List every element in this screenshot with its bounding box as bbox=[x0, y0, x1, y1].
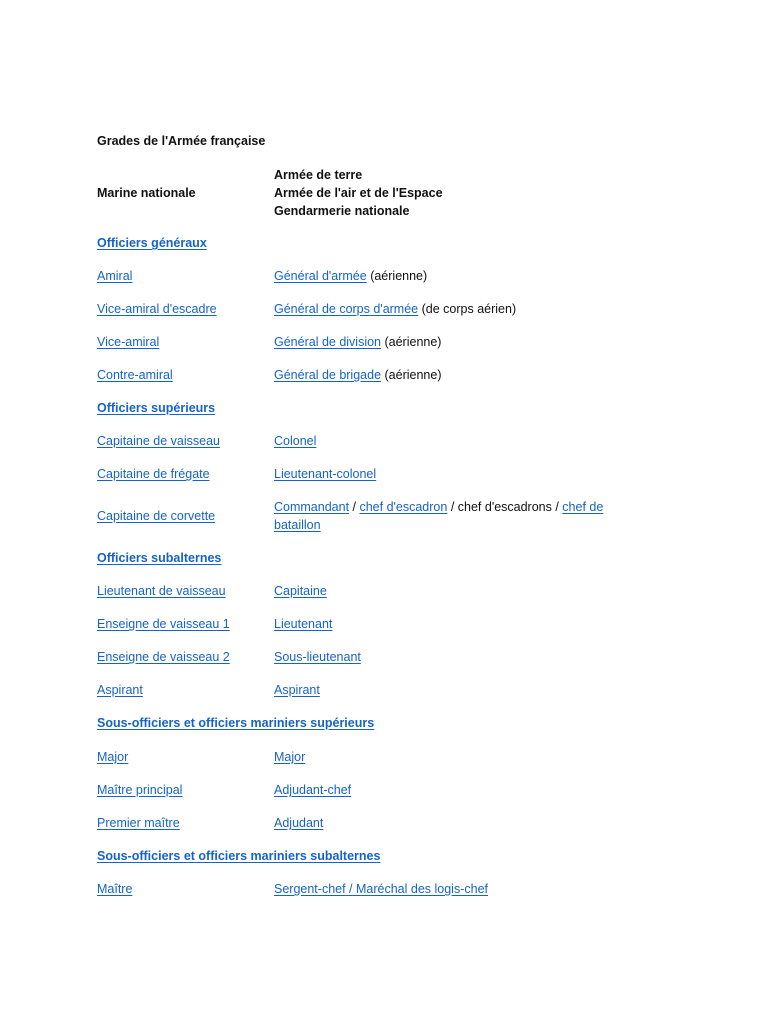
link-aspirant[interactable]: Aspirant bbox=[274, 683, 320, 697]
link-aspirant-marine[interactable]: Aspirant bbox=[97, 683, 143, 697]
suffix-text: (de corps aérien) bbox=[418, 302, 517, 316]
link-lieutenant[interactable]: Lieutenant bbox=[274, 617, 333, 631]
section-link-officiers-subalternes[interactable]: Officiers subalternes bbox=[97, 551, 222, 565]
link-general-armee[interactable]: Général d'armée bbox=[274, 269, 367, 283]
link-enseigne-vaisseau-1[interactable]: Enseigne de vaisseau 1 bbox=[97, 617, 230, 631]
link-chef-de-bataillon-cont[interactable]: bataillon bbox=[274, 518, 321, 532]
table-row bbox=[97, 582, 657, 600]
table-row bbox=[97, 498, 657, 534]
link-colonel[interactable]: Colonel bbox=[274, 434, 317, 448]
link-capitaine-fregate[interactable]: Capitaine de frégate bbox=[97, 467, 210, 481]
table-row bbox=[97, 748, 657, 766]
section-officiers-generaux bbox=[97, 234, 657, 252]
link-capitaine-corvette[interactable]: Capitaine de corvette bbox=[97, 509, 216, 523]
table-row bbox=[97, 432, 657, 450]
table-header-row bbox=[97, 166, 657, 220]
suffix-text: (aérienne) bbox=[366, 269, 428, 283]
link-general-division[interactable]: Général de division bbox=[274, 335, 382, 349]
link-general-brigade[interactable]: Général de brigade bbox=[274, 368, 382, 382]
chef-escadrons-text: / chef d'escadrons / bbox=[447, 500, 563, 514]
table-row bbox=[97, 465, 657, 483]
link-chef-escadron[interactable]: chef d'escadron bbox=[359, 500, 448, 514]
link-contre-amiral[interactable]: Contre-amiral bbox=[97, 368, 173, 382]
section-sous-officiers-superieurs bbox=[97, 714, 657, 732]
header-line-gendarmerie: Gendarmerie nationale bbox=[274, 204, 410, 218]
section-link-officiers-generaux[interactable]: Officiers généraux bbox=[97, 236, 207, 250]
table-row bbox=[97, 300, 657, 318]
link-maitre-principal[interactable]: Maître principal bbox=[97, 783, 183, 797]
link-major-marine[interactable]: Major bbox=[97, 750, 129, 764]
header-terre-air-gendarmerie bbox=[274, 166, 634, 220]
table-row bbox=[97, 615, 657, 633]
suffix-text: (aérienne) bbox=[381, 335, 442, 349]
table-row bbox=[97, 781, 657, 799]
link-sous-lieutenant[interactable]: Sous-lieutenant bbox=[274, 650, 361, 664]
link-major[interactable]: Major bbox=[274, 750, 306, 764]
link-amiral[interactable]: Amiral bbox=[97, 269, 133, 283]
link-sergent-chef[interactable]: Sergent-chef / Maréchal des logis-chef bbox=[274, 882, 488, 896]
table-row bbox=[97, 333, 657, 351]
table-row bbox=[97, 681, 657, 699]
link-commandant[interactable]: Commandant bbox=[274, 500, 350, 514]
link-general-corps-armee[interactable]: Général de corps d'armée bbox=[274, 302, 419, 316]
link-maitre[interactable]: Maître bbox=[97, 882, 133, 896]
link-capitaine[interactable]: Capitaine bbox=[274, 584, 327, 598]
section-officiers-superieurs bbox=[97, 399, 657, 417]
section-link-sous-officiers-subalternes[interactable]: Sous-officiers et officiers mariniers subalternes bbox=[97, 849, 381, 863]
link-lieutenant-colonel[interactable]: Lieutenant-colonel bbox=[274, 467, 377, 481]
header-marine: Marine nationale bbox=[97, 186, 196, 200]
document-title: Grades de l'Armée française bbox=[97, 134, 266, 148]
link-vice-amiral[interactable]: Vice-amiral bbox=[97, 335, 160, 349]
link-chef-de-bataillon[interactable]: chef de bbox=[562, 500, 604, 514]
header-line-air: Armée de l'air et de l'Espace bbox=[274, 186, 443, 200]
suffix-text: (aérienne) bbox=[381, 368, 442, 382]
table-row bbox=[97, 880, 657, 898]
link-capitaine-vaisseau[interactable]: Capitaine de vaisseau bbox=[97, 434, 220, 448]
section-officiers-subalternes bbox=[97, 549, 657, 567]
link-lieutenant-vaisseau[interactable]: Lieutenant de vaisseau bbox=[97, 584, 226, 598]
table-row bbox=[97, 648, 657, 666]
link-adjudant[interactable]: Adjudant bbox=[274, 816, 324, 830]
link-vice-amiral-escadre[interactable]: Vice-amiral d'escadre bbox=[97, 302, 217, 316]
table-row bbox=[97, 814, 657, 832]
table-row bbox=[97, 366, 657, 384]
header-line-terre: Armée de terre bbox=[274, 168, 363, 182]
table-row bbox=[97, 267, 657, 285]
separator-text: / bbox=[349, 500, 360, 514]
link-adjudant-chef[interactable]: Adjudant-chef bbox=[274, 783, 352, 797]
link-enseigne-vaisseau-2[interactable]: Enseigne de vaisseau 2 bbox=[97, 650, 230, 664]
link-premier-maitre[interactable]: Premier maître bbox=[97, 816, 180, 830]
section-sous-officiers-subalternes bbox=[97, 847, 657, 865]
section-link-sous-officiers-superieurs[interactable]: Sous-officiers et officiers mariniers supérieurs bbox=[97, 716, 375, 730]
section-link-officiers-superieurs[interactable]: Officiers supérieurs bbox=[97, 401, 216, 415]
